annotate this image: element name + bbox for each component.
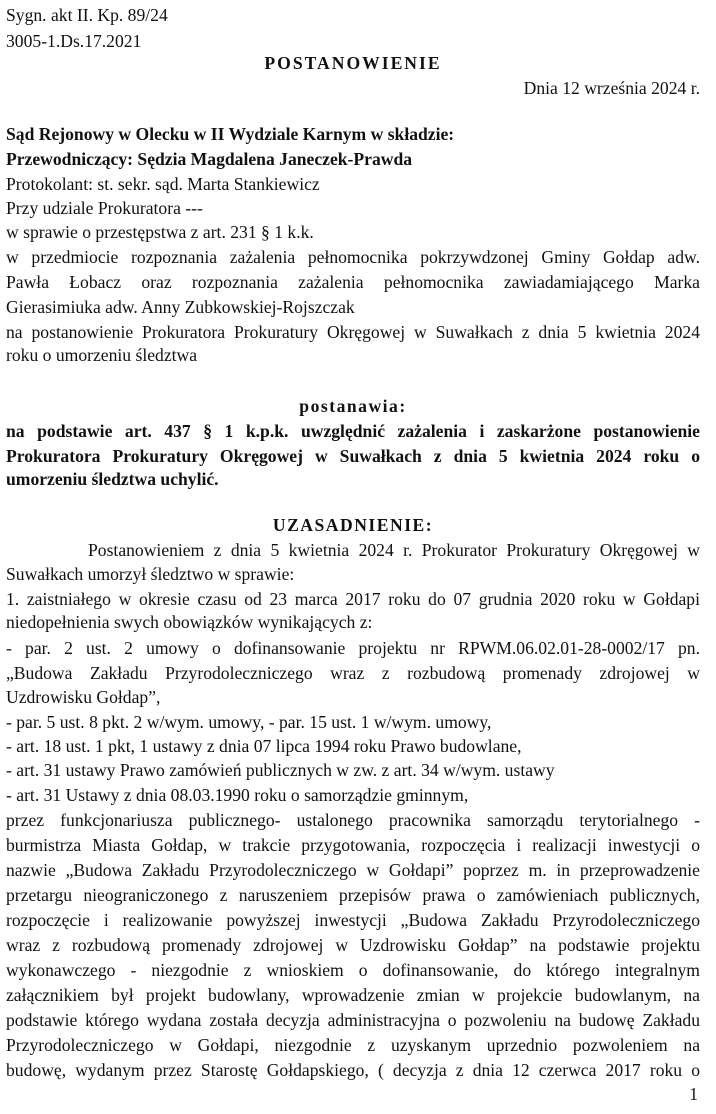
document-title: POSTANOWIENIE: [264, 53, 442, 73]
justification-line: niedopełnienia swych obowiązków wynikających z:: [6, 612, 373, 632]
justification-line: wraz z rozbudową promenady zdrojowej w Uzdrowisku Gołdap” na podstawie projektu: [6, 935, 700, 955]
justification-line: załącznikiem był projekt budowlany, wprowadzenie zmian w projekcie budowlanym, na: [6, 985, 700, 1005]
justification-line: 1. zaistniałego w okresie czasu od 23 marca 2017 roku do 07 grudnia 2020 roku w Gołdapi: [6, 589, 700, 609]
justification-heading: UZASADNIENIE:: [272, 515, 434, 535]
subject-line: Gierasimiuka adw. Anny Zubkowskiej-Rojszczak: [6, 297, 355, 317]
case-signature: Sygn. akt II. Kp. 89/24: [6, 5, 168, 25]
presiding-judge: Przewodniczący: Sędzia Magdalena Janeczek-Prawda: [6, 149, 413, 169]
justification-line: podstawie którego wydana została decyzja administracyjna o pozwoleniu na budowę Zakładu: [6, 1010, 700, 1030]
justification-line: burmistrza Miasta Gołdap, w trakcie przygotowania, rozpoczęcia i realizacji inwestycji o: [6, 835, 700, 855]
justification-line: Suwałkach umorzył śledztwo w sprawie:: [6, 564, 295, 584]
case-subject: w sprawie o przestępstwa z art. 231 § 1 k.k.: [6, 222, 314, 242]
ruling-line: na podstawie art. 437 § 1 k.p.k. uwzględnić zażalenia i zaskarżone postanowienie: [6, 421, 700, 441]
justification-line: - par. 5 ust. 8 pkt. 2 w/wym. umowy, - par. 15 ust. 1 w/wym. umowy,: [6, 712, 492, 732]
court-clerk: Protokolant: st. sekr. sąd. Marta Stankiewicz: [6, 174, 320, 194]
justification-line: Przyrodoleczniczego w Gołdapi, niezgodnie z uzyskanym uprzednio pozwoleniem na: [6, 1035, 700, 1055]
justification-line: - art. 18 ust. 1 pkt, 1 ustawy z dnia 07 lipca 1994 roku Prawo budowlane,: [6, 736, 522, 756]
justification-line: - par. 2 ust. 2 umowy o dofinansowanie projektu nr RPWM.06.02.01-28-0002/17 pn.: [6, 638, 700, 658]
ruling-line: umorzeniu śledztwa uchylić.: [6, 469, 219, 489]
court-composition: Sąd Rejonowy w Olecku w II Wydziale Karnym w składzie:: [6, 124, 455, 144]
justification-line: Uzdrowisku Gołdap”,: [6, 687, 161, 707]
justification-line: przez funkcjonariusza publicznego- ustalonego pracownika samorządu terytorialnego -: [6, 810, 700, 830]
ruling-line: Prokuratora Prokuratury Okręgowej w Suwałkach z dnia 5 kwietnia 2024 roku o: [6, 446, 700, 466]
ruling-heading: postanawia:: [299, 396, 407, 416]
justification-line: - art. 31 Ustawy z dnia 08.03.1990 roku o samorządzie gminnym,: [6, 785, 469, 805]
document-date: Dnia 12 września 2024 r.: [523, 78, 700, 98]
file-reference: 3005-1.Ds.17.2021: [6, 31, 142, 51]
justification-line: wykonawczego - niezgodnie z wnioskiem o dofinansowanie, do którego integralnym: [6, 960, 700, 980]
subject-line: roku o umorzeniu śledztwa: [6, 345, 198, 365]
subject-line: Pawła Łobacz oraz rozpoznania zażalenia pełnomocnika zawiadamiającego Marka: [6, 272, 700, 292]
subject-line: w przedmiocie rozpoznania zażalenia pełnomocnika pokrzywdzonej Gminy Gołdap adw.: [6, 247, 700, 267]
justification-line: „Budowa Zakładu Przyrodoleczniczego wraz z rozbudową promenady zdrojowej w: [6, 663, 700, 683]
justification-line: budowę, wydanym przez Starostę Gołdapskiego, ( decyzja z dnia 12 czerwca 2017 roku o: [6, 1060, 700, 1080]
justification-line: rozpoczęcie i realizowanie powyższej inwestycji „Budowa Zakładu Przyrodoleczniczego: [6, 910, 700, 930]
page-number: 1: [689, 1084, 698, 1104]
justification-line: - art. 31 ustawy Prawo zamówień publicznych w zw. z art. 34 w/wym. ustawy: [6, 760, 555, 780]
justification-line: przetargu nieograniczonego z naruszeniem przepisów prawa o zamówieniach publicznych,: [6, 885, 700, 905]
justification-line: Postanowieniem z dnia 5 kwietnia 2024 r. Prokurator Prokuratury Okręgowej w: [88, 540, 700, 560]
justification-line: nazwie „Budowa Zakładu Przyrodoleczniczego w Gołdapi” poprzez m. in przeprowadzenie: [6, 860, 700, 880]
subject-line: na postanowienie Prokuratora Prokuratury Okręgowej w Suwałkach z dnia 5 kwietnia 2024: [6, 322, 700, 342]
prosecutor-attendance: Przy udziale Prokuratora ---: [6, 198, 203, 218]
